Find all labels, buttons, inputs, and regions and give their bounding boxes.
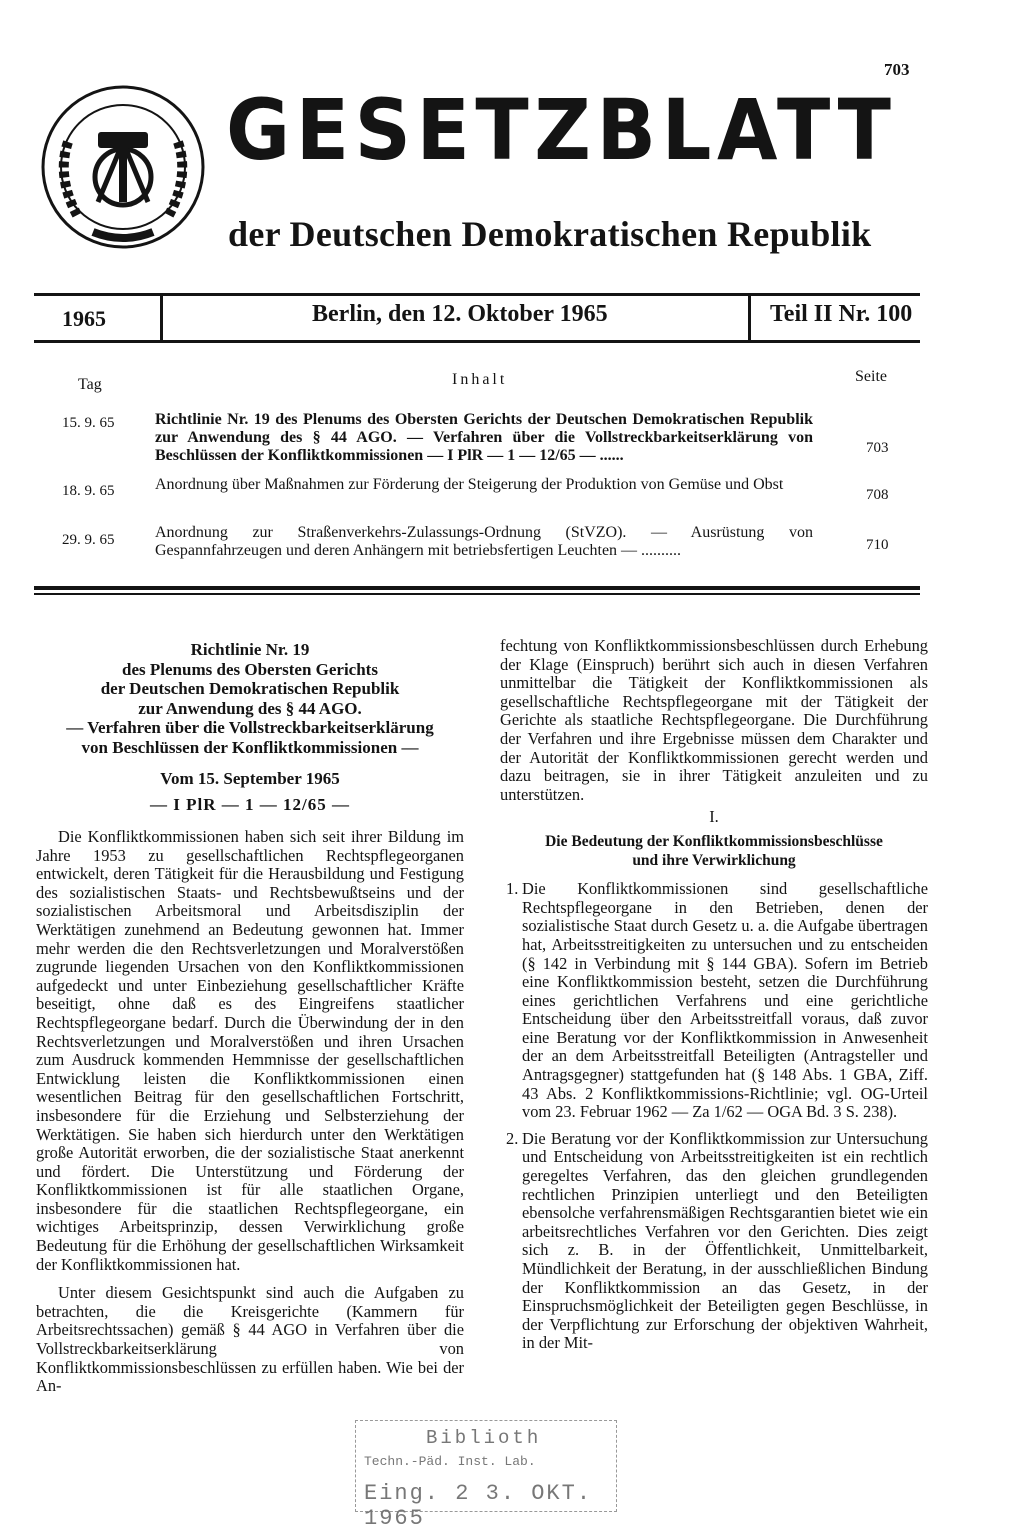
state-emblem-logo — [38, 82, 208, 252]
article-date: Vom 15. September 1965 — [160, 769, 340, 788]
toc-content-header: Inhalt — [452, 371, 508, 388]
section-separator-rule — [34, 586, 920, 590]
issue-year: 1965 — [62, 306, 106, 331]
section-separator-rule — [34, 593, 920, 595]
article-paragraph: Unter diesem Gesichtspunkt sind auch die Aufgaben zu betrachten, die die Kreisgerichte (Kammern für Arbeitsrechtssachen) gemäß § 44 AGO in Verfahren über die Vollstreckbarkeitserklärung von Konfliktkommissionsbeschlüssen zu erfüllen haben. Wie bei der An- — [36, 1283, 464, 1396]
article-heading-line: zur Anwendung des § 44 AGO. — [138, 698, 362, 718]
toc-entry-date: 15. 9. 65 — [62, 415, 115, 431]
article-left-column — [36, 640, 464, 1396]
header-divider — [748, 296, 751, 340]
stamp-line: Biblioth — [426, 1427, 542, 1449]
list-item — [500, 1130, 928, 1353]
list-item-number: 1. — [506, 879, 519, 899]
section-number: I. — [709, 807, 719, 827]
toc-entry-page: 710 — [866, 537, 889, 553]
section-title — [500, 833, 928, 870]
toc-entry-date: 18. 9. 65 — [62, 483, 115, 499]
masthead-title: GESETZBLATT — [226, 81, 897, 179]
article-heading — [36, 640, 464, 757]
header-top-rule — [34, 293, 920, 296]
toc-entry-title: Richtlinie Nr. 19 des Plenums des Obersten Gerichts der Deutschen Demokratischen Republik zur Anwendung des § 44 AGO. — Verfahren über die Vollstreckbarkeitserklärung von Beschlüssen der Konfliktkommissionen — I PlR — 1 — 12/65 — ...... — [155, 411, 813, 464]
article-paragraph: Die Konfliktkommissionen haben sich seit ihrer Bildung im Jahre 1953 zu gesellschaftlichen Rechtspflegeorganen entwickelt, deren Tätigkeit für die Herausbildung und Festigung des sozialistischen Staats- und Rechtsbewußtseins und der sozialistischen Arbeitsmoral und Arbeitsdisziplin der Werktätigen zunehmend an Bedeutung gewonnen hat. Immer mehr werden die den Rechtsverletzungen und Moralverstößen zugrunde liegenden Ursachen von den Konfliktkommissionen aufgedeckt und unter Einbeziehung gesellschaftlicher Kräfte beseitigt, ohne daß es des Eingreifens staatlicher Rechtspflegeorgane bedarf. Durch die Überwindung der in den Rechtsverletzungen und Moralverstößen und ihren Ursachen zum Ausdruck kommenden Hemmnisse der gesellschaftlichen Entwicklung leisten die Konfliktkommissionen einen wesentlichen Beitrag für den gesellschaftlichen Fortschritt, insbesondere für die Erziehung und Selbsterziehung der Werktätigen. Sie haben sich hierdurch unter den Werktätigen große Autorität erworben, die der sozialistische Staat anerkennt und fördert. Die Unterstützung und Förderung der Konfliktkommissionen ist für alle staatlichen Organe, insbesondere für die staatlichen Rechtspflegeorgane, ein wichtiges Arbeitsprinzip, dessen Verwirklichung große Bedeutung für die Erhöhung der gesellschaftlichen Wirksamkeit der Konfliktkommissionen hat. — [36, 827, 464, 1274]
section-title-line: und ihre Verwirklichung — [632, 851, 796, 869]
toc-entry-title: Anordnung zur Straßenverkehrs-Zulassungs-Ordnung (StVZO). — Ausrüstung von Gespannfahrzeugen und deren Anhängern mit betriebsfertigen Leuchten — .......... — [155, 524, 813, 559]
article-reference: — I PlR — 1 — 12/65 — — [150, 794, 350, 814]
stamp-line: Techn.-Päd. Inst. Lab. — [364, 1454, 536, 1469]
masthead-subtitle: der Deutschen Demokratischen Republik — [228, 214, 872, 254]
issue-part-number: Teil II Nr. 100 — [770, 301, 913, 327]
article-heading-line: des Plenums des Obersten Gerichts — [122, 659, 378, 679]
article-right-column — [500, 637, 928, 1353]
toc-entry-date: 29. 9. 65 — [62, 532, 115, 548]
issue-place-date: Berlin, den 12. Oktober 1965 — [312, 301, 608, 327]
list-item-text: Die Konfliktkommissionen sind gesellschaftliche Rechtspflegeorgane in den Betrieben, denen der sozialistische Staat durch Gesetz u. a. die Aufgabe übertragen hat, Arbeitsstreitigkeiten zu untersuchen und zu entscheiden (§ 142 in Verbindung mit § 144 GBA). Sofern im Betrieb eine Konfliktkommission besteht, setzen die Durchführung eines gerichtlichen Verfahrens und eine gerichtliche Entscheidung über den Arbeitsstreitfall voraus, daß zuvor eine Beratung vor der Konfliktkommission in Anwesenheit der an dem Arbeitsstreitfall Beteiligten (Antragsteller und Antragsgegner) stattgefunden hat (§ 148 Abs. 1 GBA, Ziff. 43 Abs. 2 Konfliktkommissions-Richtlinie; vgl. OG-Urteil vom 23. Februar 1962 — Za 1/62 — OGA Bd. 3 S. 238). — [522, 879, 928, 1122]
article-heading-line: der Deutschen Demokratischen Republik — [100, 679, 400, 698]
article-heading-line: von Beschlüssen der Konfliktkommissionen — — [81, 737, 419, 757]
article-heading-line: — Verfahren über die Vollstreckbarkeitserklärung — [66, 718, 434, 737]
list-item — [500, 880, 928, 1122]
page-number: 703 — [884, 60, 910, 79]
header-bottom-rule — [34, 340, 920, 343]
stamp-date: Eing. 2 3. OKT. 1965 — [364, 1481, 593, 1531]
toc-page-header: Seite — [855, 368, 887, 385]
toc-entry-page: 703 — [866, 440, 889, 456]
section-title-line: Die Bedeutung der Konfliktkommissionsbeschlüsse — [545, 832, 883, 850]
list-item-number: 2. — [506, 1128, 519, 1148]
list-item-text: Die Beratung vor der Konfliktkommission zur Untersuchung und Entscheidung von Arbeitsstreitigkeiten ist ein rechtlich geregeltes Verfahren, das den gleichen grundlegenden rechtlichen Prinzipien unterliegt und den Beteiligten ebensolche verfahrensmäßigen Rechtsgarantien bietet wie ein arbeitsrechtliches Verfahren vor den Gerichten. Dies zeigt sich z. B. in der Öffentlichkeit, Unmittelbarkeit, Mündlichkeit der Beratung, in der ausschließlichen Bindung der Konfliktkommission an das Gesetz, in der Einspruchsmöglichkeit der Beteiligten gegen Beschlüsse, in der Verpflichtung zur Erforschung der objektiven Wahrheit, in der Mit- — [522, 1128, 928, 1353]
article-heading-line: Richtlinie Nr. 19 — [190, 640, 310, 659]
article-paragraph: fechtung von Konfliktkommissionsbeschlüssen durch Erhebung der Klage (Einspruch) berührt sich auch in diesen Verfahren unmittelbar die Tätigkeit der Konfliktkommissionen als gesellschaftliche Rechtspflegeorgane mit der Tätigkeit der Gerichte als staatliche Rechtspflegeorgane. Die Durchführung der Verfahren und ihre Ergebnisse müssen dem Charakter und der Autorität der Konfliktkommissionen gerecht werden und dazu beitragen, sie in ihrer Tätigkeit anzuleiten und zu unterstützen. — [500, 636, 928, 804]
toc-entry-title: Anordnung über Maßnahmen zur Förderung der Steigerung der Produktion von Gemüse und Obst — [155, 476, 784, 493]
header-divider — [160, 296, 163, 340]
toc-entry-page: 708 — [866, 487, 889, 503]
library-receipt-stamp — [355, 1420, 617, 1531]
toc-day-header: Tag — [78, 376, 102, 393]
